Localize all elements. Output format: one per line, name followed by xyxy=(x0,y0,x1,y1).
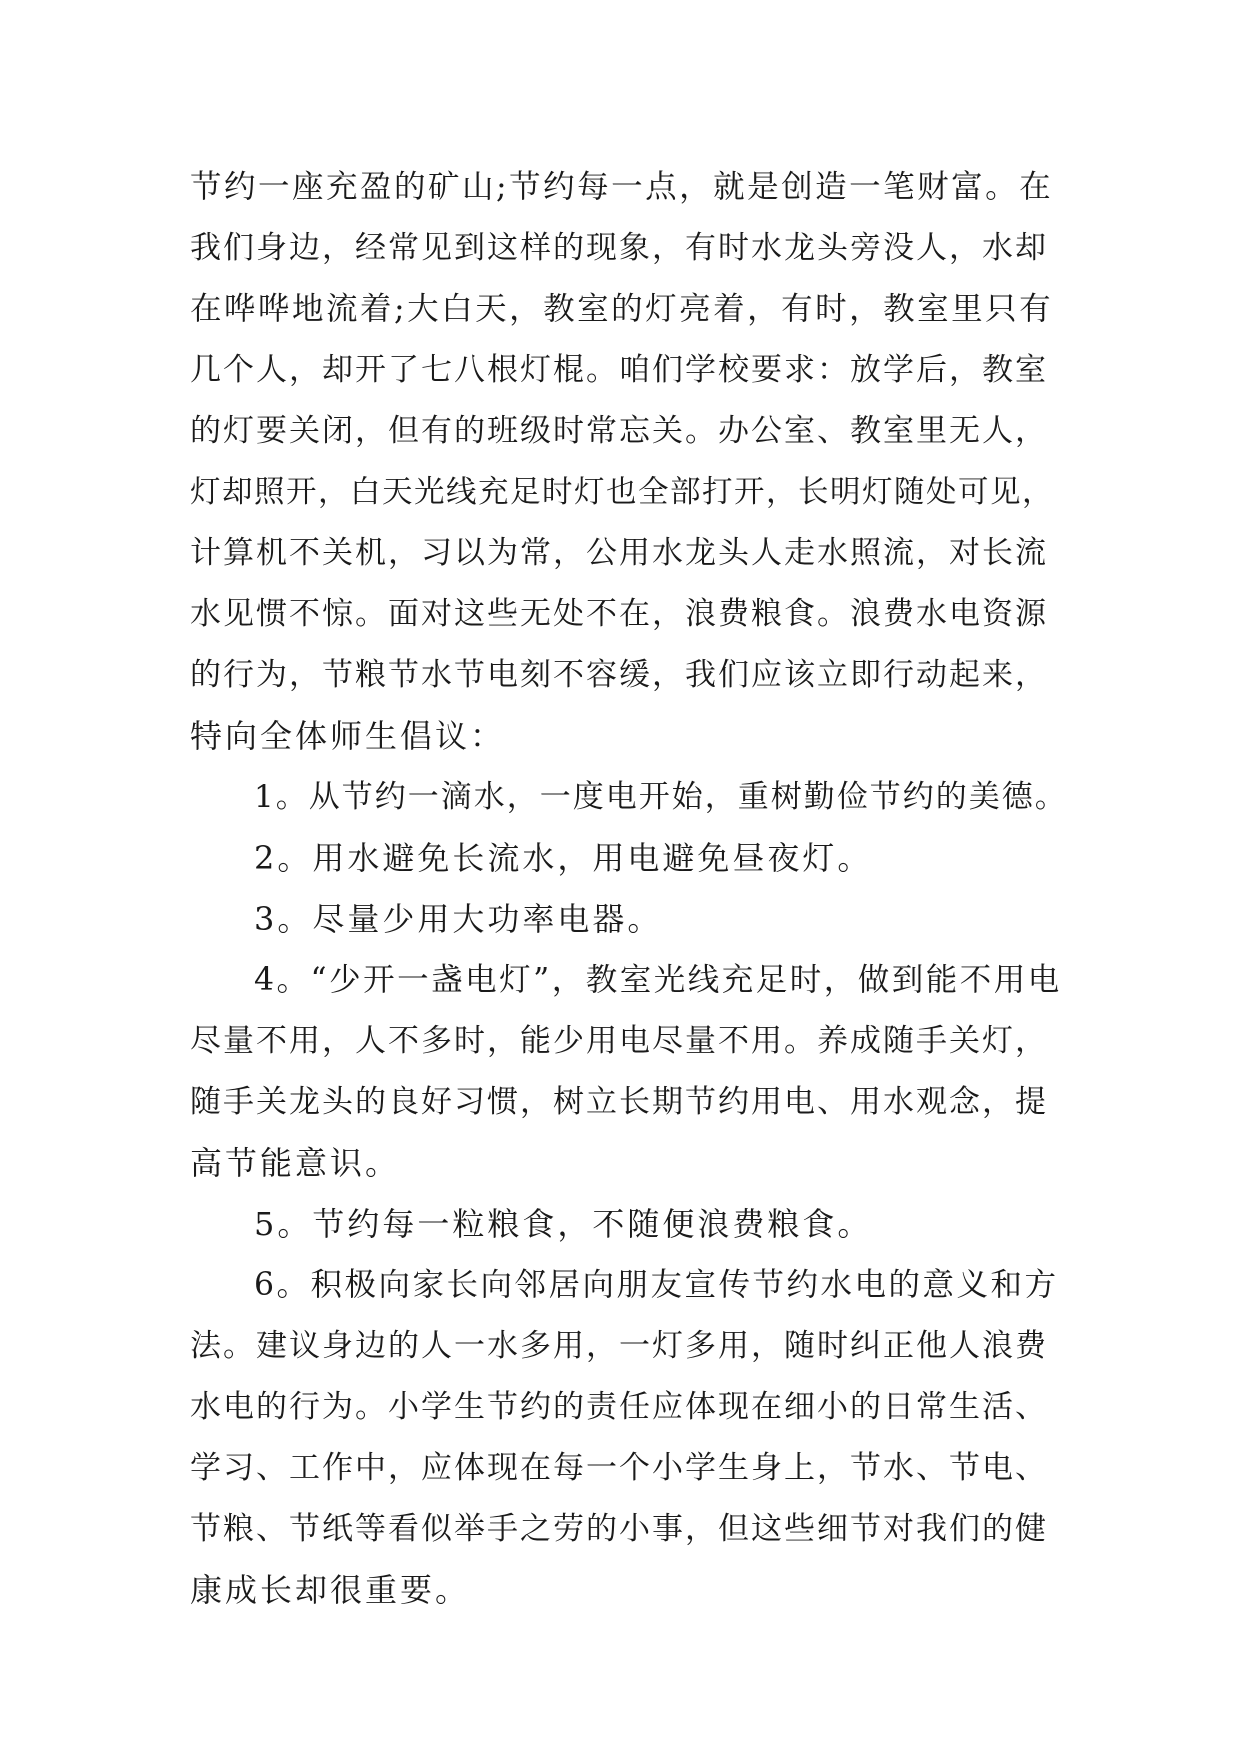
list-item-1: 1。从节约一滴水，一度电开始，重树勤俭节约的美德。 xyxy=(254,779,1068,815)
text-line: 的行为，节粮节水节电刻不容缓，我们应该立即行动起来， xyxy=(190,657,1048,693)
list-item-2: 2。用水避免长流水，用电避免昼夜灯。 xyxy=(254,839,873,877)
text-line: 几个人，却开了七八根灯棍。咱们学校要求：放学后，教室 xyxy=(190,352,1048,388)
text-line: 学习、工作中，应体现在每一个小学生身上，节水、节电、 xyxy=(190,1450,1048,1486)
text-line: 高节能意识。 xyxy=(190,1144,401,1182)
text-line: 在哗哗地流着;大白天，教室的灯亮着，有时，教室里只有 xyxy=(190,291,1054,327)
text-line: 节粮、节纸等看似举手之劳的小事，但这些细节对我们的健 xyxy=(190,1511,1048,1547)
text-line: 特向全体师生倡议： xyxy=(190,717,506,755)
text-line: 尽量不用，人不多时，能少用电尽量不用。养成随手关灯， xyxy=(190,1023,1048,1059)
text-line: 水见惯不惊。面对这些无处不在，浪费粮食。浪费水电资源 xyxy=(190,596,1048,632)
text-line: 计算机不关机，习以为常，公用水龙头人走水照流，对长流 xyxy=(190,535,1048,571)
list-item-6: 6。积极向家长向邻居向朋友宣传节约水电的意义和方 xyxy=(254,1267,1059,1303)
list-item-5: 5。节约每一粒粮食，不随便浪费粮食。 xyxy=(254,1205,873,1243)
text-line: 的灯要关闭，但有的班级时常忘关。办公室、教室里无人， xyxy=(190,413,1048,449)
text-line: 康成长却很重要。 xyxy=(190,1571,471,1609)
text-line: 灯却照开，白天光线充足时灯也全部打开，长明灯随处可见， xyxy=(190,475,1054,510)
text-line: 节约一座充盈的矿山;节约每一点，就是创造一笔财富。在 xyxy=(190,169,1054,205)
text-line: 水电的行为。小学生节约的责任应体现在细小的日常生活、 xyxy=(190,1389,1048,1425)
text-line: 随手关龙头的良好习惯，树立长期节约用电、用水观念，提 xyxy=(190,1084,1048,1120)
text-line: 我们身边，经常见到这样的现象，有时水龙头旁没人，水却 xyxy=(190,230,1048,266)
document-body xyxy=(190,157,1070,1621)
list-item-4: 4。“少开一盏电灯”，教室光线充足时，做到能不用电 xyxy=(254,962,1062,998)
text-line: 法。建议身边的人一水多用，一灯多用，随时纠正他人浪费 xyxy=(190,1328,1048,1364)
list-item-3: 3。尽量少用大功率电器。 xyxy=(254,900,663,938)
